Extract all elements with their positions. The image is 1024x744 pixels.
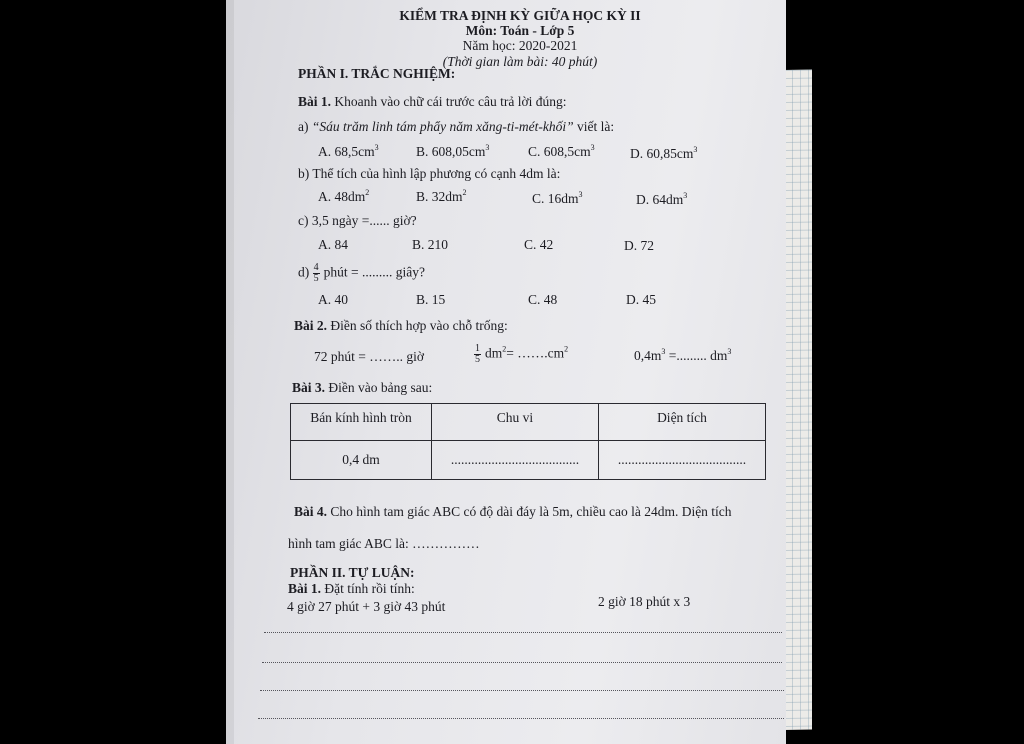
cell-area[interactable]: ......................................: [599, 441, 766, 480]
exam-subject: Môn: Toán - Lớp 5: [465, 23, 575, 38]
paper-shadow: [226, 0, 234, 744]
question-d-prefix: d): [298, 264, 310, 280]
question-a-suffix: viết là:: [576, 119, 615, 134]
header-perimeter: Chu vi: [432, 404, 599, 441]
cell-radius: 0,4 dm: [291, 441, 432, 480]
bai1-label: Bài 1.: [298, 94, 332, 109]
option-b-C[interactable]: C. $16dm^3$: [532, 190, 583, 206]
part2-bai1-label: Bài 1.: [288, 581, 322, 596]
bai3-instruction: Điền vào bảng sau:: [328, 380, 433, 395]
question-d: [298, 263, 425, 284]
answer-line-1[interactable]: [264, 632, 782, 633]
option-d-B[interactable]: B. 15: [416, 292, 446, 307]
table-row: [291, 441, 766, 480]
part1-heading: PHẦN I. TRẮC NGHIỆM:: [298, 66, 456, 81]
question-a-prefix: a): [298, 119, 309, 134]
header-radius: Bán kính hình tròn: [291, 404, 432, 441]
circle-table: [290, 403, 766, 480]
answer-line-3[interactable]: [260, 690, 784, 691]
fraction-four-fifths: $\frac{4}{5}$: [313, 262, 319, 284]
bai2-line: [294, 318, 508, 334]
bai3-line: [292, 380, 432, 396]
option-a-A[interactable]: A. $68,5cm^3$: [318, 143, 379, 159]
answer-line-4[interactable]: [258, 718, 784, 719]
bai4-label: Bài 4.: [294, 504, 328, 519]
bai1-line: [298, 94, 566, 110]
option-d-D[interactable]: D. 45: [626, 292, 656, 307]
option-a-D[interactable]: D. $60,85cm^3$: [630, 145, 698, 161]
bai2-item2[interactable]: $\frac{1}{5}$ $dm^2=$ $\dots\dots.cm^2$: [475, 343, 569, 365]
question-b: b) Thể tích của hình lập phương có cạnh 4dm là:: [298, 166, 561, 181]
question-d-text: phút = ......... giây?: [323, 264, 425, 280]
part2-bai1-line: [288, 581, 415, 597]
bai4-line2[interactable]: hình tam giác ABC là: ……………: [288, 536, 480, 551]
option-a-C[interactable]: C. $608,5cm^3$: [528, 143, 595, 159]
bai2-instruction: Điền số thích hợp vào chỗ trống:: [330, 318, 508, 333]
option-c-A[interactable]: A. 84: [318, 237, 348, 252]
bai2-item3[interactable]: $0,4m^3$ =......... $dm^3$: [634, 347, 732, 363]
calc-addition: 4 giờ 27 phút + 3 giờ 43 phút: [287, 599, 446, 614]
answer-line-2[interactable]: [262, 662, 782, 663]
cell-perimeter[interactable]: ......................................: [432, 441, 599, 480]
option-d-A[interactable]: A. 40: [318, 292, 348, 307]
exam-time: (Thời gian làm bài: 40 phút): [442, 54, 598, 69]
bai2-item1[interactable]: 72 phút = …….. giờ: [314, 349, 425, 364]
bai1-instruction: Khoanh vào chữ cái trước câu trả lời đúng:: [334, 94, 567, 109]
exam-title: KIỂM TRA ĐỊNH KỲ GIỮA HỌC KỲ II: [399, 8, 641, 23]
option-b-B[interactable]: B. $32dm^2$: [416, 188, 467, 204]
bai4-line1: [294, 504, 732, 520]
question-c: c) 3,5 ngày =...... giờ?: [298, 213, 417, 228]
bai3-label: Bài 3.: [292, 380, 326, 395]
bai2-label: Bài 2.: [294, 318, 328, 333]
part2-heading: PHẦN II. TỰ LUẬN:: [290, 565, 415, 580]
question-a: [298, 119, 614, 135]
option-c-B[interactable]: B. 210: [412, 237, 449, 252]
option-b-A[interactable]: A. $48dm^2$: [318, 188, 370, 204]
exam-year: Năm học: 2020-2021: [462, 38, 578, 53]
question-a-quote: “Sáu trăm linh tám phẩy năm xăng-ti-mét-khối”: [311, 119, 574, 134]
option-c-D[interactable]: D. 72: [624, 238, 654, 253]
header-area: Diện tích: [599, 404, 766, 441]
option-d-C[interactable]: C. 48: [528, 292, 558, 307]
option-c-C[interactable]: C. 42: [524, 237, 554, 252]
option-b-D[interactable]: D. $64dm^3$: [636, 191, 688, 207]
fraction-one-fifth: $\frac{1}{5}$: [475, 343, 480, 365]
part2-bai1-instruction: Đặt tính rồi tính:: [324, 581, 415, 596]
bai4-text1: Cho hình tam giác ABC có độ dài đáy là 5m, chiều cao là 24dm. Diện tích: [330, 504, 732, 519]
option-a-B[interactable]: B. $608,05cm^3$: [416, 143, 490, 159]
table-header-row: [291, 404, 766, 441]
calc-multiplication: 2 giờ 18 phút x 3: [598, 594, 691, 609]
